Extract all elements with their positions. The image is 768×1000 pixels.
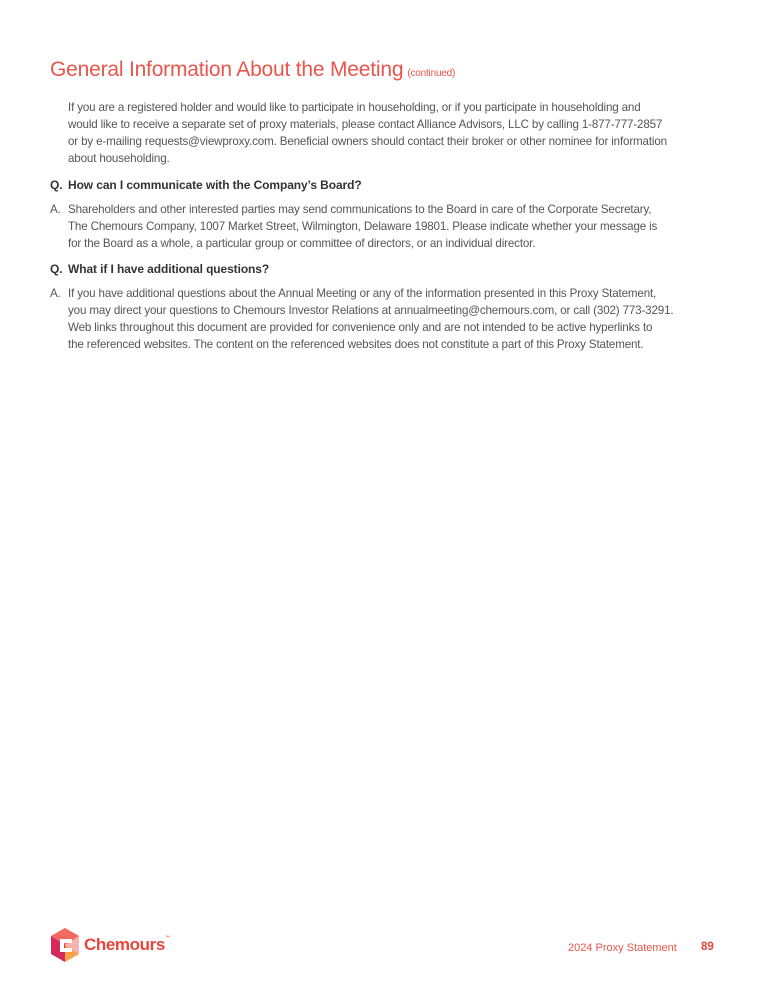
text-line: or by e-mailing requests@viewproxy.com. Beneficial owners should contact their broker or other nominee for information [68,135,667,148]
footer-document-title: 2024 Proxy Statement [568,942,677,954]
question-2 [50,262,269,276]
answer-2 [50,285,673,353]
q-marker: Q. [50,262,63,276]
question-text: What if I have additional questions? [68,262,270,276]
q-marker: Q. [50,178,63,192]
text-line: you may direct your questions to Chemours Investor Relations at annualmeeting@chemours.com, or call (302) 773-3291. [68,304,674,317]
answer-1 [50,201,657,252]
intro-paragraph [68,99,667,167]
chemours-logo [50,928,169,962]
a-marker: A. [50,203,61,216]
text-line: The Chemours Company, 1007 Market Street, Wilmington, Delaware 19801. Please indicate whether your message is [68,220,658,233]
text-line: If you are a registered holder and would like to participate in householding, or if you participate in householding and [68,101,641,114]
question-text: How can I communicate with the Company’s Board? [68,178,362,192]
text-line: the referenced websites. The content on the referenced websites does not constitute a part of this Proxy Statement. [68,338,644,351]
a-marker: A. [50,287,61,300]
title-text: General Information About the Meeting [50,58,404,82]
continued-label: (continued) [407,68,456,80]
text-line: about householding. [68,152,170,165]
logo-text: Chemours [84,935,165,954]
text-line: would like to receive a separate set of proxy materials, please contact Alliance Advisors, LLC by calling 1-877-777-2857 [68,118,663,131]
text-line: Web links throughout this document are provided for convenience only and are not intended to be active hyperlinks to [68,321,653,334]
trademark: ™ [164,935,170,941]
page-title [50,58,455,82]
question-1 [50,178,362,192]
logo-wordmark [84,935,169,955]
text-line: Shareholders and other interested parties may send communications to the Board in care of the Corporate Secretary, [68,203,652,216]
chemours-hexagon-icon [50,928,80,962]
text-line: for the Board as a whole, a particular group or committee of directors, or an individual director. [68,237,536,250]
page-number: 89 [701,941,714,953]
text-line: If you have additional questions about the Annual Meeting or any of the information presented in this Proxy Statement, [68,287,657,300]
